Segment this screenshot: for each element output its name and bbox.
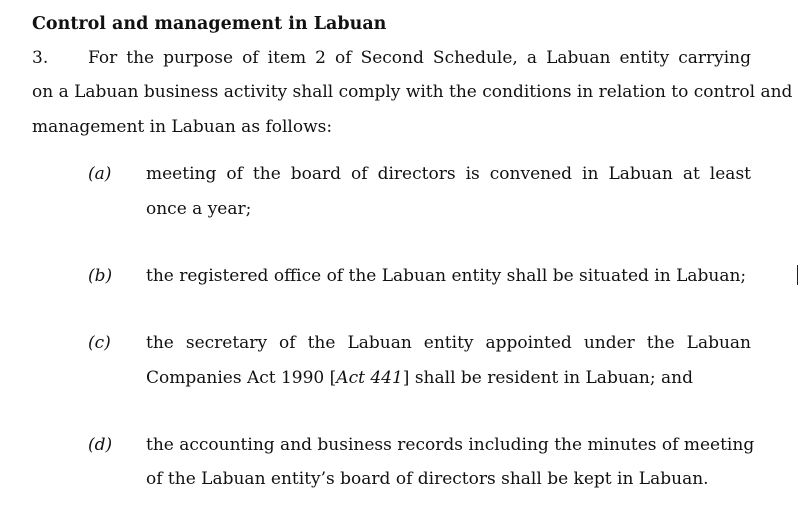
item-label-a: (a): [88, 164, 112, 184]
item-c-line-2-post: ] shall be resident in Labuan; and: [402, 368, 693, 388]
paragraph-number: 3.: [32, 48, 49, 68]
item-label-d: (d): [88, 435, 113, 455]
item-d-line-2: of the Labuan entity’s board of directors shall be kept in Labuan.: [146, 469, 709, 489]
item-label-c: (c): [88, 333, 111, 353]
item-label-b: (b): [88, 266, 113, 286]
paragraph-line-2: on a Labuan business activity shall comply with the conditions in relation to control and: [32, 82, 793, 102]
paragraph-line-3: management in Labuan as follows:: [32, 117, 333, 137]
item-c-line-1: the secretary of the Labuan entity appointed under the Labuan: [146, 333, 751, 353]
item-a-line-1: meeting of the board of directors is convened in Labuan at least: [146, 164, 751, 184]
item-b-line-1: the registered office of the Labuan entity shall be situated in Labuan;: [146, 266, 747, 286]
margin-mark: [797, 265, 798, 285]
paragraph-line-1: For the purpose of item 2 of Second Schedule, a Labuan entity carrying: [88, 48, 751, 68]
item-c-line-2: [146, 368, 693, 388]
item-c-line-2-pre: Companies Act 1990 [: [146, 368, 337, 388]
section-heading: Control and management in Labuan: [32, 14, 387, 34]
item-d-line-1: the accounting and business records including the minutes of meeting: [146, 435, 755, 455]
item-a-line-2: once a year;: [146, 199, 252, 219]
act-reference: Act 441: [336, 368, 403, 388]
